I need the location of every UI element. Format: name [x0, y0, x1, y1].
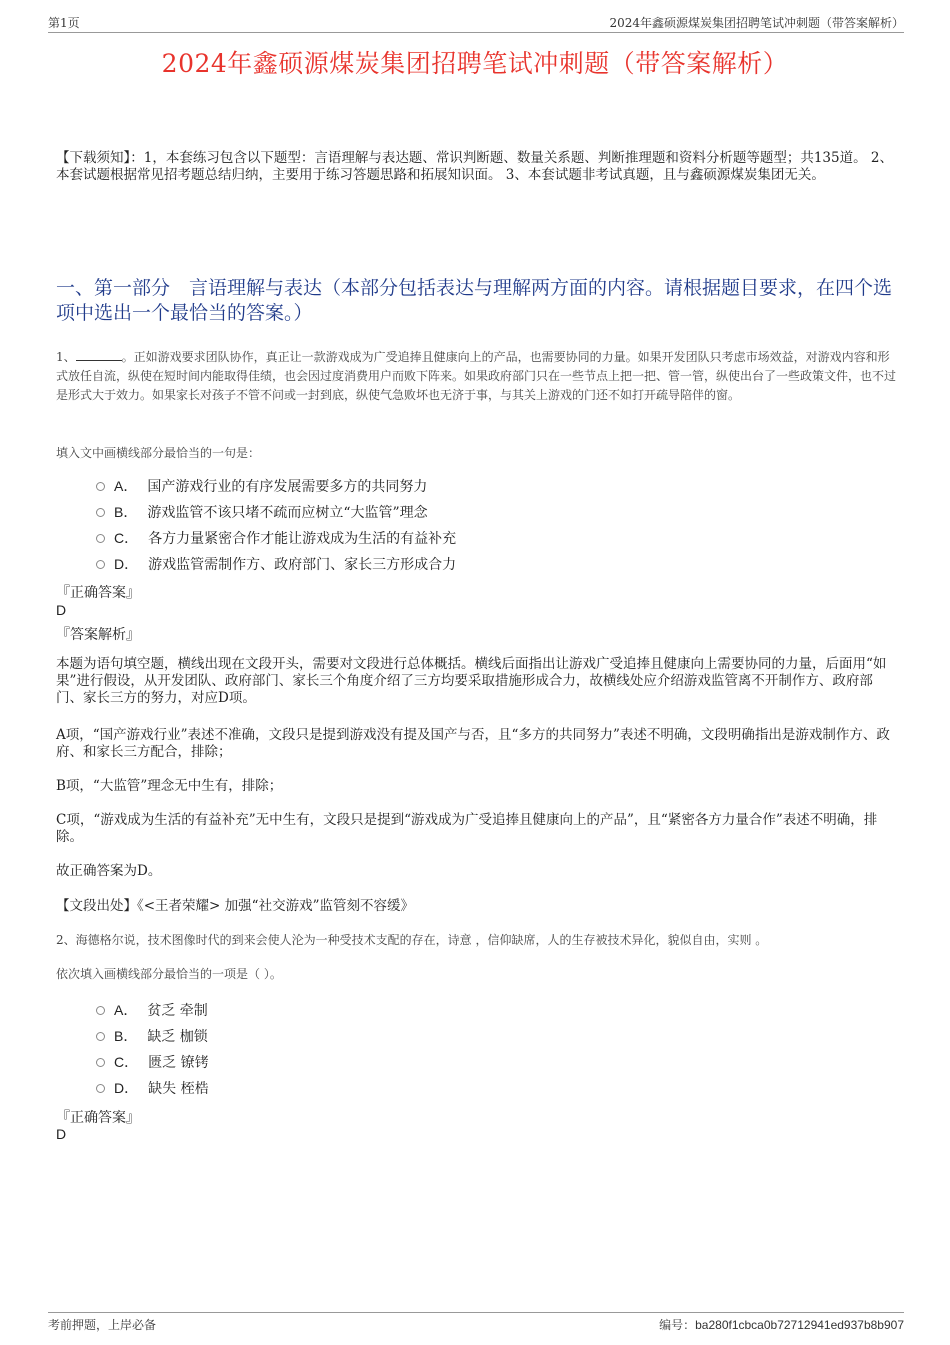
page-number: 第1页	[48, 16, 80, 30]
answer-blank	[76, 349, 122, 361]
analysis-paragraph: C项，“游戏成为生活的有益补充”无中生有，文段只是提到“游戏成为广受追捧且健康向上的产品”，且“紧密各方力量合作”表述不明确，排除。	[56, 812, 878, 845]
question-2-options	[96, 997, 209, 1101]
answer-label: 『正确答案』	[56, 585, 140, 601]
question-1-stem	[56, 348, 896, 405]
question-2-prompt: 依次填入画横线部分最恰当的一项是（ ）。	[56, 967, 282, 981]
radio-button[interactable]	[96, 534, 105, 543]
option-c[interactable]: C． 各方力量紧密合作才能让游戏成为生活的有益补充	[96, 525, 456, 551]
question-number: 1、	[56, 350, 76, 364]
document-title: 2024年鑫硕源煤炭集团招聘笔试冲刺题（带答案解析）	[161, 49, 789, 78]
option-d[interactable]: D． 缺失 桎梏	[96, 1075, 209, 1101]
analysis-label: 『答案解析』	[56, 627, 140, 643]
option-a[interactable]: A． 国产游戏行业的有序发展需要多方的共同努力	[96, 473, 456, 499]
radio-button[interactable]	[96, 1006, 105, 1015]
radio-button[interactable]	[96, 560, 105, 569]
option-a[interactable]: A． 贫乏 牵制	[96, 997, 209, 1023]
option-d[interactable]: D． 游戏监管需制作方、政府部门、家长三方形成合力	[96, 551, 456, 577]
option-c[interactable]: C． 匮乏 镣铐	[96, 1049, 209, 1075]
analysis-paragraph: 本题为语句填空题，横线出现在文段开头，需要对文段进行总体概括。横线后面指出让游戏广受追捧且健康向上需要协同的力量，后面用“如果”进行假设，从开发团队、政府部门、家长三个角度介绍了三方均要采取措施形成合力，故横线处应介绍游戏监管离不开制作方、政府部门、家长三方的努力，对应D项。	[56, 656, 887, 706]
question-text: 。正如游戏要求团队协作，真正让一款游戏成为广受追捧且健康向上的产品，也需要协同的力量。如果开发团队只考虑市场效益，对游戏内容和形式放任自流，纵使在短时间内能取得佳绩，也会因过度消费用户而败下阵来。如果政府部门只在一些节点上把一把、管一管，纵使出台了一些政策文件，也不过是形式大于效力。如果家长对孩子不管不问或一封到底，纵使气急败坏也无济于事，与其关上游戏的门还不如打开疏导陪伴的窗。	[56, 350, 897, 402]
radio-button[interactable]	[96, 1058, 105, 1067]
question-1-options	[96, 473, 456, 577]
radio-button[interactable]	[96, 1084, 105, 1093]
radio-button[interactable]	[96, 508, 105, 517]
option-b[interactable]: B． 游戏监管不该只堵不疏而应树立“大监管”理念	[96, 499, 456, 525]
header-doc-title: 2024年鑫硕源煤炭集团招聘笔试冲刺题（带答案解析）	[609, 16, 904, 30]
footer-slogan: 考前押题，上岸必备	[48, 1318, 157, 1332]
download-notice: 【下载须知】：1，本套练习包含以下题型：言语理解与表达题、常识判断题、数量关系题、判断推理题和资料分析题等题型；共135道。 2、本套试题根据常见招考题总结归纳，主要用于练习答题思路和拓展知识面。 3、本套试题非考试真题，且与鑫硕源煤炭集团无关。	[56, 150, 893, 183]
analysis-paragraph: B项，“大监管”理念无中生有，排除；	[56, 778, 283, 794]
document-code: 编号：ba280f1cbca0b72712941ed937b8b907	[659, 1318, 904, 1332]
section-heading: 一、第一部分 言语理解与表达（本部分包括表达与理解两方面的内容。请根据题目要求，在四个选项中选出一个最恰当的答案。）	[56, 277, 893, 324]
source-citation: 【文段出处】《<王者荣耀> 加强“社交游戏”监管刻不容缓》	[56, 898, 414, 914]
correct-answer: D	[56, 602, 67, 618]
page-header	[48, 14, 904, 33]
answer-label: 『正确答案』	[56, 1110, 140, 1126]
question-1-prompt: 填入文中画横线部分最恰当的一句是：	[56, 446, 261, 460]
radio-button[interactable]	[96, 482, 105, 491]
page-footer	[48, 1312, 904, 1333]
option-b[interactable]: B． 缺乏 枷锁	[96, 1023, 209, 1049]
analysis-paragraph: A项，“国产游戏行业”表述不准确，文段只是提到游戏没有提及国产与否，且“多方的共同努力”表述不明确，文段明确指出是游戏制作方、政府、和家长三方配合，排除；	[56, 727, 890, 760]
analysis-paragraph: 故正确答案为D。	[56, 863, 162, 879]
radio-button[interactable]	[96, 1032, 105, 1041]
correct-answer: D	[56, 1126, 67, 1142]
question-2-stem: 2、海德格尔说，技术图像时代的到来会使人沦为一种受技术支配的存在，诗意 ，信仰缺席，人的生存被技术异化，貌似自由，实则 。	[56, 933, 768, 947]
